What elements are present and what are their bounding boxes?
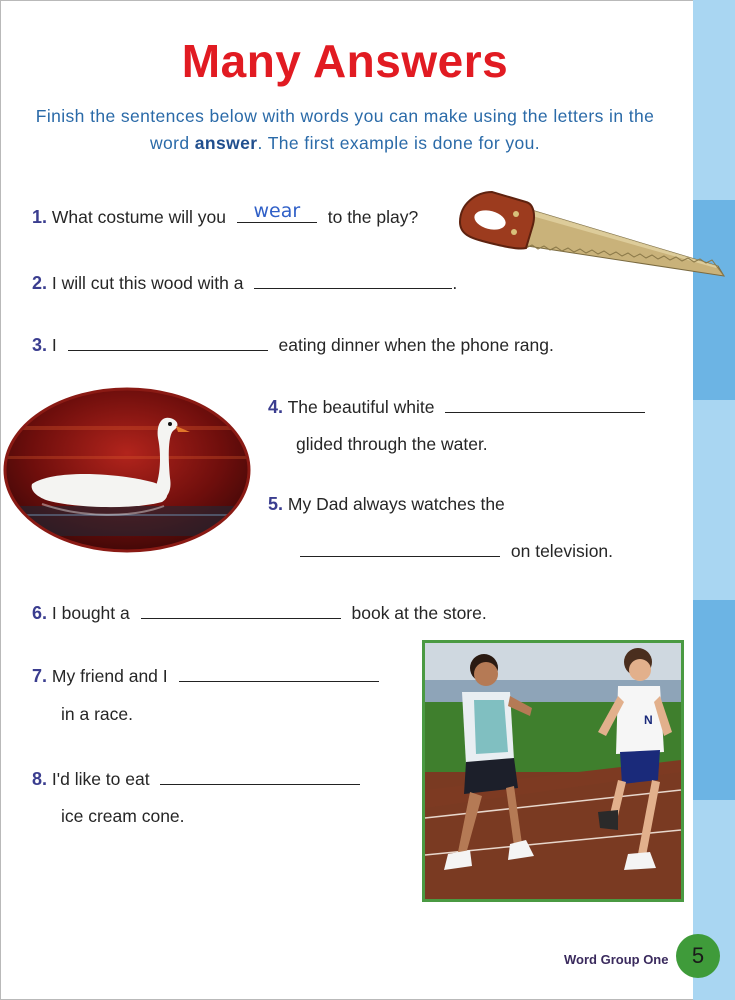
question-text-end: on television. bbox=[510, 541, 614, 561]
question-6 bbox=[32, 598, 487, 624]
instructions bbox=[20, 103, 670, 157]
question-number: 3. bbox=[32, 335, 48, 355]
question-3 bbox=[32, 330, 554, 356]
answer-blank[interactable] bbox=[254, 268, 452, 289]
swan-photo bbox=[2, 386, 252, 554]
answer-blank[interactable] bbox=[179, 661, 379, 682]
runners-photo bbox=[422, 640, 684, 902]
svg-text:N: N bbox=[644, 713, 653, 727]
question-1 bbox=[32, 200, 419, 229]
question-text-end: to the play? bbox=[327, 207, 419, 227]
question-4 bbox=[268, 392, 651, 418]
answer-example[interactable]: wear bbox=[237, 200, 317, 223]
answer-blank[interactable] bbox=[445, 392, 645, 413]
question-5-line2 bbox=[294, 536, 613, 562]
question-7 bbox=[32, 661, 385, 687]
answer-blank[interactable] bbox=[160, 764, 360, 785]
question-text: I will cut this wood with a bbox=[51, 273, 244, 293]
question-text-end: eating dinner when the phone rang. bbox=[278, 335, 554, 355]
question-8-line2: ice cream cone. bbox=[61, 806, 185, 826]
question-text: I bought a bbox=[51, 603, 130, 623]
question-text: I'd like to eat bbox=[51, 769, 150, 789]
answer-blank[interactable] bbox=[141, 598, 341, 619]
page-number: 5 bbox=[676, 934, 720, 978]
question-text-end: . bbox=[452, 273, 458, 293]
question-number: 5. bbox=[268, 494, 284, 514]
question-text: My friend and I bbox=[51, 666, 168, 686]
question-number: 8. bbox=[32, 769, 48, 789]
page-title: Many Answers bbox=[181, 35, 509, 87]
question-number: 4. bbox=[268, 397, 284, 417]
question-text-end: book at the store. bbox=[351, 603, 487, 623]
question-number: 2. bbox=[32, 273, 48, 293]
question-number: 6. bbox=[32, 603, 48, 623]
instructions-text-end: . The first example is done for you. bbox=[257, 133, 541, 153]
question-text: What costume will you bbox=[51, 207, 226, 227]
footer-label: Word Group One bbox=[564, 952, 669, 967]
saw-image bbox=[456, 188, 728, 284]
question-text: My Dad always watches the bbox=[287, 494, 505, 514]
question-number: 7. bbox=[32, 666, 48, 686]
question-text: The beautiful white bbox=[287, 397, 435, 417]
question-2 bbox=[32, 268, 457, 294]
question-5 bbox=[268, 494, 505, 515]
question-7-line2: in a race. bbox=[61, 704, 133, 724]
instructions-keyword: answer bbox=[194, 133, 258, 153]
side-stripe bbox=[693, 0, 735, 1000]
question-number: 1. bbox=[32, 207, 48, 227]
question-text: I bbox=[51, 335, 57, 355]
question-8 bbox=[32, 764, 366, 790]
instructions-text: Finish the sentences below with words you can make using the letters in the word bbox=[35, 106, 655, 153]
answer-blank[interactable] bbox=[68, 330, 268, 351]
question-4-line2: glided through the water. bbox=[296, 434, 488, 454]
answer-blank[interactable] bbox=[300, 536, 500, 557]
